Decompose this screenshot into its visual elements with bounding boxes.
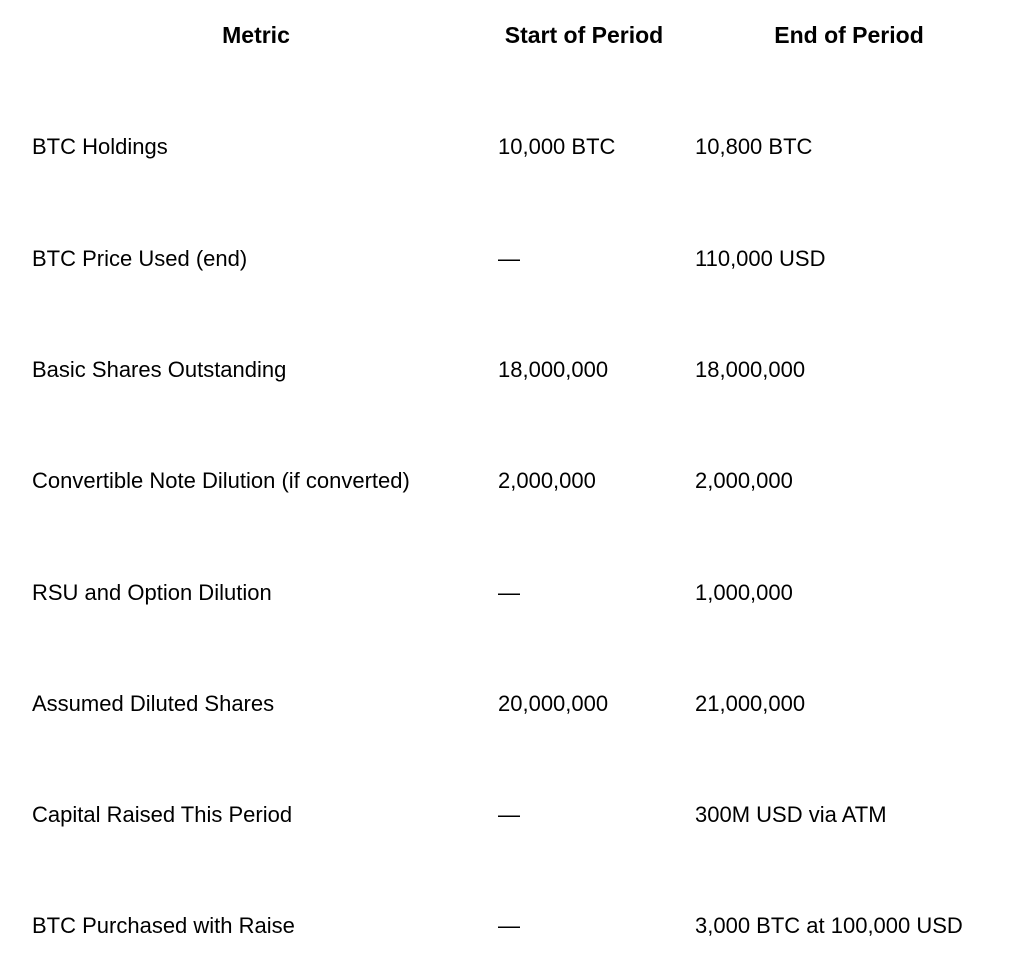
end-cell: 18,000,000 [695,357,806,382]
metric-cell: Basic Shares Outstanding [32,357,287,382]
metric-cell: BTC Purchased with Raise [32,913,295,938]
start-cell: 2,000,000 [498,468,596,493]
metric-cell: Convertible Note Dilution (if converted) [32,468,410,493]
end-cell: 21,000,000 [695,691,806,716]
metric-cell: BTC Holdings [32,134,168,159]
metric-cell: BTC Price Used (end) [32,246,248,271]
start-cell: 10,000 BTC [498,134,616,159]
start-cell: — [498,580,520,605]
table-row [0,355,1012,385]
metric-cell: RSU and Option Dilution [32,580,272,605]
start-cell: 20,000,000 [498,691,609,716]
column-header-end-of-period: End of Period [774,22,924,48]
end-cell: 10,800 BTC [695,134,813,159]
metric-cell: Assumed Diluted Shares [32,691,275,716]
end-cell: 2,000,000 [695,468,793,493]
table-row [0,132,1012,162]
table-row [0,689,1012,719]
end-cell: 3,000 BTC at 100,000 USD [695,913,963,938]
column-header-start-of-period: Start of Period [504,22,664,48]
start-cell: — [498,913,520,938]
table-row [0,578,1012,608]
table-row [0,244,1012,274]
table-row [0,466,1012,496]
end-cell: 1,000,000 [695,580,793,605]
start-cell: — [498,802,520,827]
start-cell: 18,000,000 [498,357,609,382]
table-row [0,911,1012,941]
column-header-metric: Metric [222,22,290,48]
end-cell: 300M USD via ATM [695,802,887,827]
table-row [0,800,1012,830]
end-cell: 110,000 USD [695,246,826,271]
metric-cell: Capital Raised This Period [32,802,293,827]
start-cell: — [498,246,520,271]
